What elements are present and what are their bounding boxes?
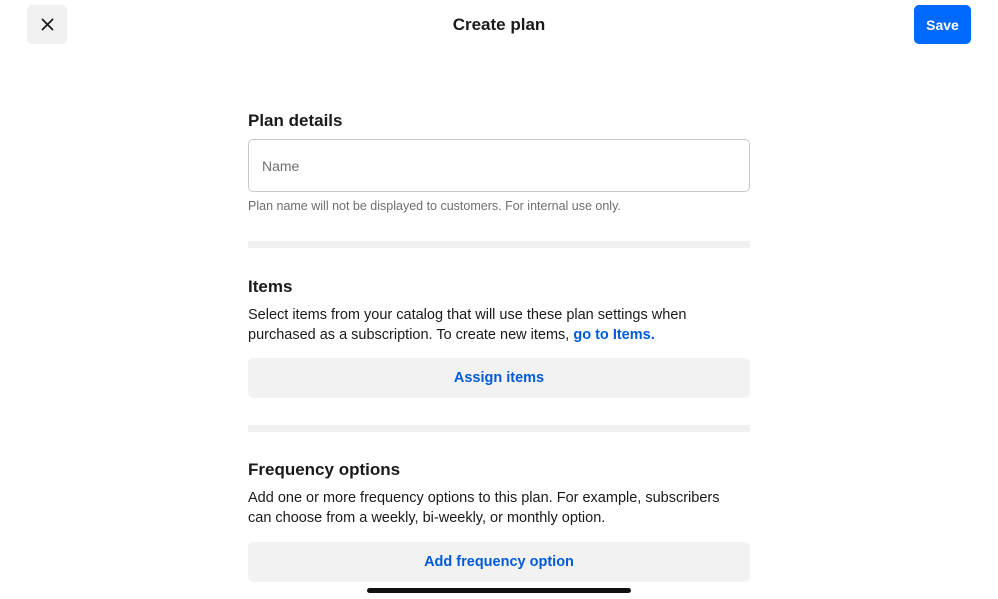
page-title: Create plan [452, 15, 546, 34]
items-heading: Items [248, 277, 293, 296]
add-frequency-option-button[interactable]: Add frequency option [248, 542, 750, 582]
items-description-text: Select items from your catalog that will use these plan settings when purchased as a subscription. To create new items, [248, 307, 687, 343]
assign-items-button[interactable]: Assign items [248, 358, 750, 398]
save-button[interactable]: Save [914, 5, 971, 44]
items-description [248, 305, 758, 345]
section-divider [248, 425, 750, 432]
section-divider [248, 241, 750, 248]
plan-name-helper: Plan name will not be displayed to customers. For internal use only. [248, 199, 621, 213]
frequency-options-heading: Frequency options [248, 460, 401, 479]
plan-name-input[interactable] [248, 139, 750, 192]
home-indicator [367, 588, 631, 593]
frequency-description: Add one or more frequency options to this plan. For example, subscribers can choose from a weekly, bi-weekly, or monthly option. [248, 490, 720, 526]
go-to-items-link[interactable]: go to Items. [573, 327, 655, 343]
plan-details-heading: Plan details [248, 111, 343, 130]
